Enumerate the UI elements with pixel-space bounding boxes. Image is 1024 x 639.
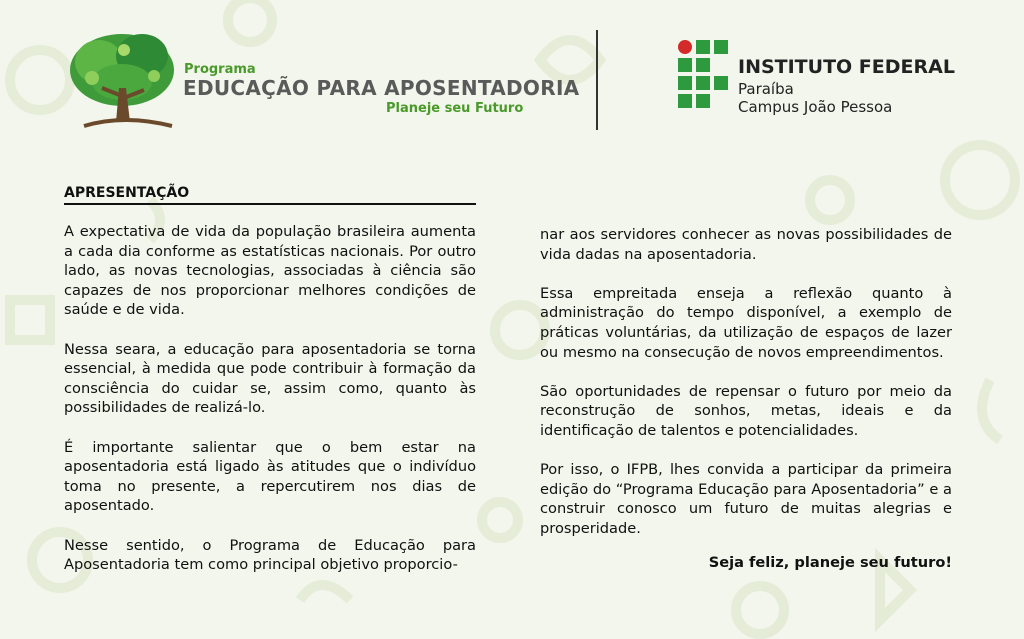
section-heading-label: APRESENTAÇÃO <box>64 185 190 201</box>
section-heading <box>64 183 476 205</box>
institute-state: Paraíba <box>738 80 794 98</box>
institute-logo <box>678 40 1024 115</box>
program-logo <box>64 26 580 136</box>
program-title: EDUCAÇÃO PARA APOSENTADORIA <box>183 76 580 100</box>
tree-icon <box>64 26 184 131</box>
program-tagline: Planeje seu Futuro <box>386 101 524 116</box>
program-small-label: Programa <box>184 62 256 77</box>
paragraph: nar aos servidores conhecer as novas possibilidades de vida dadas na aposentadoria. <box>540 226 952 263</box>
paragraph: É importante salientar que o bem estar na aposentadoria está ligado às atitudes que o indivíduo toma no presente, a repercutirem nos dias de aposentado. <box>64 438 476 515</box>
paragraph: A expectativa de vida da população brasileira aumenta a cada dia conforme as estatísticas nacionais. Por outro lado, as novas tecnologias, associadas à ciência são capazes de nos proporcionar melhores condições de saúde e de vida. <box>64 223 476 319</box>
institute-campus: Campus João Pessoa <box>738 98 893 116</box>
paragraph: Nessa seara, a educação para aposentadoria se torna essencial, à medida que pode contribuir à formação da consciência do cuidar se, assim como, quanto às possibilidades de realizá-lo. <box>64 340 476 417</box>
header-divider <box>596 30 598 130</box>
left-column <box>64 222 476 594</box>
paragraph: Essa empreitada enseja a reflexão quanto à administração do tempo disponível, a exemplo de práticas voluntárias, da utilização de espaços de lazer ou mesmo na consecução de novos empreendimentos. <box>540 284 952 361</box>
right-column <box>540 225 952 558</box>
closing-slogan: Seja feliz, planeje seu futuro! <box>708 554 952 571</box>
paragraph: São oportunidades de repensar o futuro por meio da reconstrução de sonhos, metas, ideais e da identificação de talentos e potencialidades. <box>540 382 952 439</box>
paragraph: Nesse sentido, o Programa de Educação para Aposentadoria tem como principal objetivo proporcio- <box>64 536 476 574</box>
if-grid-icon <box>678 40 730 112</box>
paragraph: Por isso, o IFPB, lhes convida a participar da primeira edição do “Programa Educação para Aposentadoria” e a construir conosco um futuro de muitas alegrias e prosperidade. <box>540 461 952 537</box>
institute-title: INSTITUTO FEDERAL <box>738 56 955 78</box>
